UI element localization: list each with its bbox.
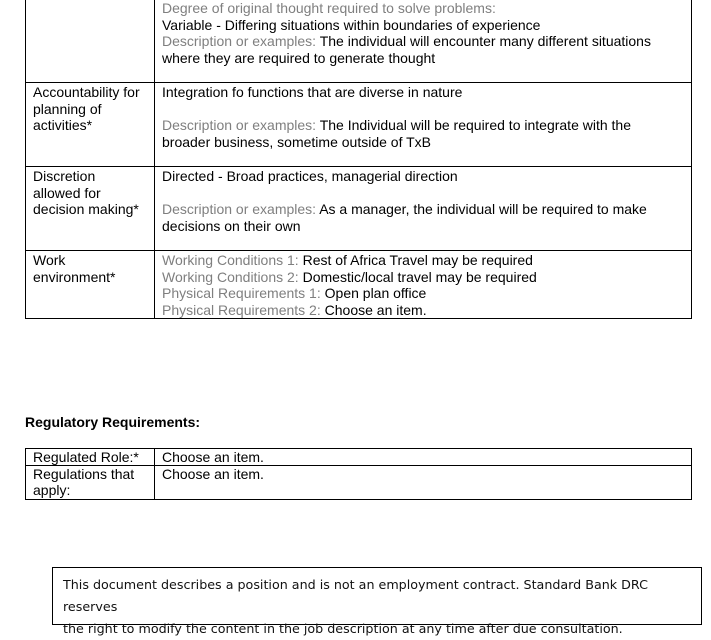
accountability-value[interactable]: Integration fo functions that are diverse in nature bbox=[162, 84, 463, 100]
row-label-cell bbox=[26, 251, 155, 319]
condition-value[interactable]: Domestic/local travel may be required bbox=[302, 268, 537, 285]
description-text-cont: broader business, sometime outside of TxB bbox=[162, 133, 431, 150]
original-thought-value[interactable]: Variable - Differing situations within boundaries of experience bbox=[162, 16, 541, 33]
row-content-cell bbox=[155, 251, 692, 319]
original-thought-heading: Degree of original thought required to solve problems: bbox=[162, 0, 496, 16]
row-content-cell bbox=[155, 449, 692, 466]
row-label: Discretion bbox=[33, 168, 96, 184]
job-description-table bbox=[25, 0, 692, 319]
description-text: The Individual will be required to integrate with the bbox=[319, 117, 631, 133]
description-text-cont: decisions on their own bbox=[162, 217, 301, 234]
regulations-dropdown[interactable]: Choose an item. bbox=[162, 466, 264, 482]
table-row bbox=[26, 83, 692, 167]
row-label: Work bbox=[33, 252, 66, 268]
row-label: apply: bbox=[33, 482, 71, 498]
work-condition-line bbox=[162, 252, 684, 269]
requirement-value[interactable]: Choose an item. bbox=[324, 301, 427, 318]
table-row bbox=[26, 449, 692, 466]
regulatory-heading: Regulatory Requirements: bbox=[25, 414, 201, 430]
row-label-cell bbox=[26, 0, 155, 83]
row-label: planning of bbox=[33, 100, 102, 117]
row-label: environment* bbox=[33, 268, 116, 285]
row-content-cell bbox=[155, 0, 692, 83]
regulatory-table bbox=[25, 448, 692, 500]
disclaimer-box bbox=[52, 567, 702, 636]
row-label: Regulated Role:* bbox=[33, 449, 139, 465]
disclaimer-line: the right to modify the content in the job description at any time after due consultation. bbox=[63, 621, 623, 636]
row-label: Accountability for bbox=[33, 84, 140, 100]
row-label: allowed for bbox=[33, 184, 101, 201]
row-label-cell bbox=[26, 83, 155, 167]
condition-label: Working Conditions 1: bbox=[162, 252, 299, 268]
discretion-value[interactable]: Directed - Broad practices, managerial direction bbox=[162, 168, 458, 184]
table-row bbox=[26, 466, 692, 500]
regulated-role-dropdown[interactable]: Choose an item. bbox=[162, 449, 264, 465]
row-label-cell bbox=[26, 449, 155, 466]
table-row bbox=[26, 167, 692, 251]
table-row bbox=[26, 0, 692, 83]
row-label: Regulations that bbox=[33, 466, 135, 482]
description-label: Description or examples: bbox=[162, 201, 317, 217]
condition-label: Working Conditions 2: bbox=[162, 268, 299, 285]
row-content-cell bbox=[155, 83, 692, 167]
row-label-cell bbox=[26, 167, 155, 251]
table-row bbox=[26, 251, 692, 319]
row-label-cell bbox=[26, 466, 155, 500]
description-text: As a manager, the individual will be required to make bbox=[319, 201, 647, 217]
description-label: Description or examples: bbox=[162, 117, 317, 133]
description-label: Description or examples: bbox=[162, 33, 317, 49]
row-content-cell bbox=[155, 167, 692, 251]
row-content-cell bbox=[155, 466, 692, 500]
requirement-label: Physical Requirements 1: bbox=[162, 285, 321, 301]
requirement-value[interactable]: Open plan office bbox=[324, 285, 427, 301]
physical-requirement-line bbox=[162, 302, 684, 319]
work-condition-line bbox=[162, 269, 684, 286]
description-line bbox=[162, 33, 684, 50]
description-line bbox=[162, 201, 684, 218]
description-text-cont: where they are required to generate thought bbox=[162, 49, 436, 66]
row-label: activities* bbox=[33, 117, 93, 133]
row-label: decision making* bbox=[33, 201, 139, 217]
condition-value[interactable]: Rest of Africa Travel may be required bbox=[302, 252, 533, 268]
requirement-label: Physical Requirements 2: bbox=[162, 301, 321, 318]
description-line bbox=[162, 117, 684, 134]
physical-requirement-line bbox=[162, 285, 684, 302]
disclaimer-line: This document describes a position and is not an employment contract. Standard Bank DRC reserves bbox=[63, 577, 648, 614]
description-text: The individual will encounter many different situations bbox=[319, 33, 651, 49]
